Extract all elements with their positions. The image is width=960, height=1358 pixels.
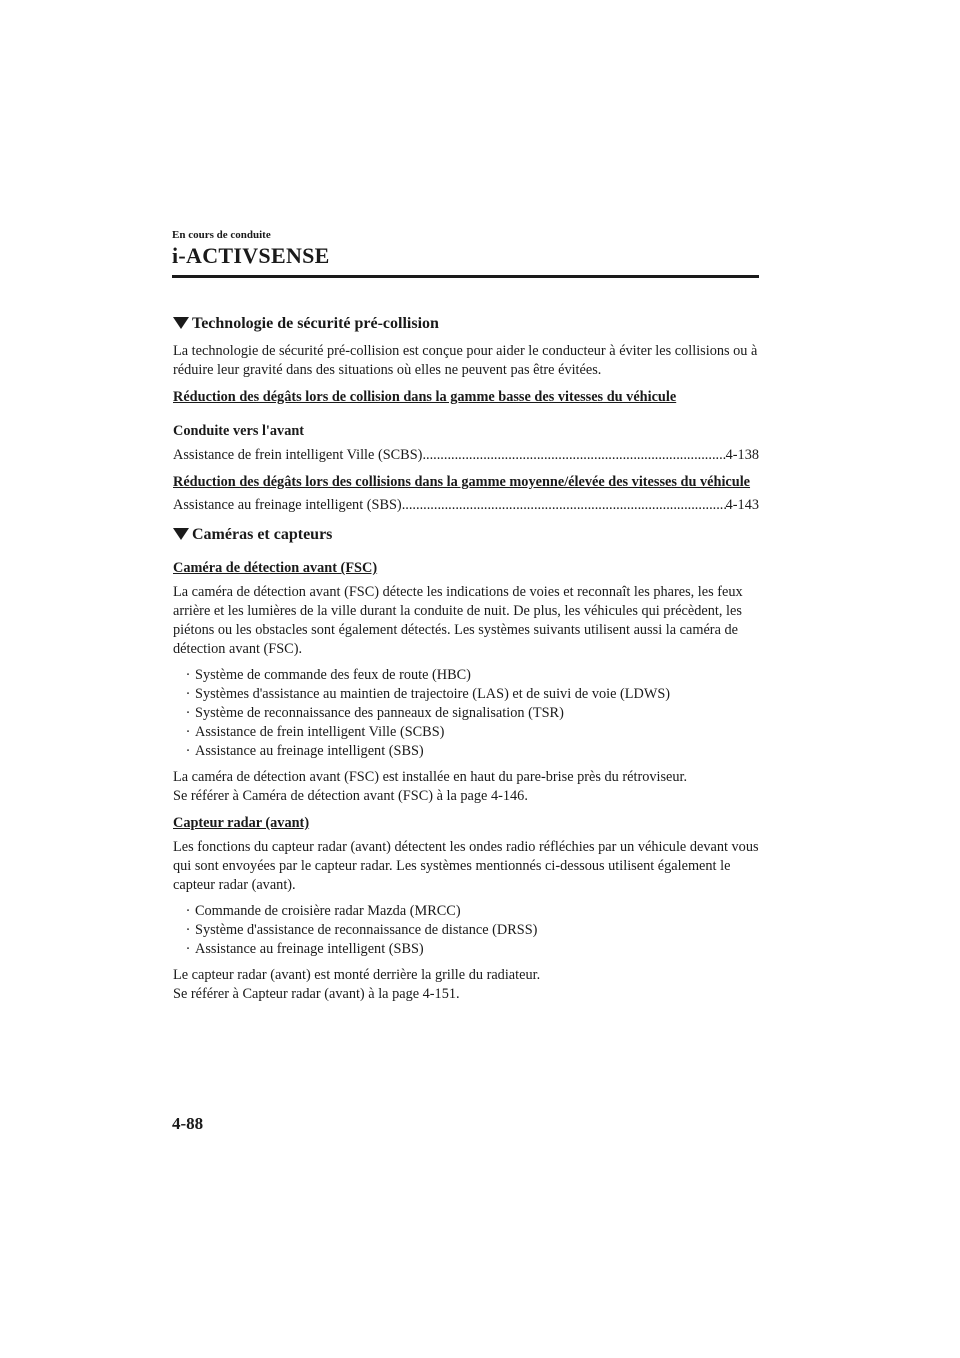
list-item-text: Assistance de frein intelligent Ville (SCBS) [195, 724, 445, 740]
fsc-systems-list [173, 666, 759, 761]
mid-high-speed-subheading: Réduction des dégâts lors des collisions dans la gamme moyenne/élevée des vitesses du véhicule [173, 474, 751, 490]
radar-subheading: Capteur radar (avant) [173, 815, 310, 831]
bullet-icon: · [185, 724, 191, 740]
triangle-down-icon [173, 317, 189, 329]
list-item [181, 742, 759, 761]
list-item [181, 902, 759, 921]
toc-dot-leader [422, 446, 725, 465]
fsc-location-note: La caméra de détection avant (FSC) est installée en haut du pare-brise près du rétroviseur. [173, 769, 688, 785]
list-item-text: Système de reconnaissance des panneaux de signalisation (TSR) [195, 705, 564, 721]
radar-reference: Se référer à Capteur radar (avant) à la page 4-151. [173, 986, 460, 1002]
page-number: 4-88 [172, 1114, 204, 1133]
toc-entry-scbs-page: 4-138 [725, 447, 759, 463]
list-item-text: Système de commande des feux de route (HBC) [195, 667, 471, 683]
bullet-icon: · [185, 941, 191, 957]
list-item [181, 666, 759, 685]
list-item [181, 921, 759, 940]
list-item [181, 704, 759, 723]
bullet-icon: · [185, 705, 191, 721]
list-item-text: Assistance au freinage intelligent (SBS) [195, 743, 424, 759]
list-item [181, 723, 759, 742]
heading-cameras [173, 523, 759, 545]
heading-precollision-text: Technologie de sécurité pré-collision [192, 314, 439, 332]
radar-location-note: Le capteur radar (avant) est monté derrière la grille du radiateur. [173, 967, 541, 983]
section-title: i-ACTIVSENSE [172, 243, 330, 268]
page-content [173, 312, 759, 1004]
bullet-icon: · [185, 743, 191, 759]
fsc-subheading: Caméra de détection avant (FSC) [173, 560, 378, 576]
bullet-icon: · [185, 903, 191, 919]
heading-cameras-text: Caméras et capteurs [192, 525, 333, 543]
chapter-label: En cours de conduite [172, 229, 271, 241]
fsc-reference: Se référer à Caméra de détection avant (FSC) à la page 4-146. [173, 788, 528, 804]
radar-systems-list [173, 902, 759, 959]
toc-entry-scbs[interactable] [173, 446, 759, 465]
radar-paragraph: Les fonctions du capteur radar (avant) détectent les ondes radio réfléchies par un véhicule devant vous qui sont envoyées par le capteur radar. Les systèmes mentionnés ci-dessous utilisent également le capteur radar (avant). [173, 839, 759, 893]
bullet-icon: · [185, 922, 191, 938]
toc-entry-sbs[interactable] [173, 496, 759, 515]
toc-entry-sbs-text: Assistance au freinage intelligent (SBS) [173, 497, 402, 513]
list-item-text: Assistance au freinage intelligent (SBS) [195, 941, 424, 957]
bullet-icon: · [185, 667, 191, 683]
low-speed-subheading: Réduction des dégâts lors de collision dans la gamme basse des vitesses du véhicule [173, 389, 677, 405]
list-item [181, 940, 759, 959]
list-item-text: Systèmes d'assistance au maintien de trajectoire (LAS) et de suivi de voie (LDWS) [195, 686, 671, 702]
fsc-paragraph: La caméra de détection avant (FSC) détecte les indications de voies et reconnaît les phares, les feux arrière et les lumières de la ville durant la conduite de nuit. De plus, les véhicules qui précèdent, les piétons ou les obstacles sont également détectés. Les systèmes suivants utilisent aussi la caméra de détection avant (FSC). [173, 584, 743, 657]
header-divider [172, 275, 759, 278]
toc-entry-sbs-page: 4-143 [725, 497, 759, 513]
precollision-intro: La technologie de sécurité pré-collision est conçue pour aider le conducteur à éviter les collisions ou à réduire leur gravité dans des situations où elles ne peuvent pas être évitées. [173, 343, 758, 378]
toc-dot-leader [402, 496, 726, 515]
forward-driving-heading: Conduite vers l'avant [173, 423, 305, 439]
list-item [181, 685, 759, 704]
bullet-icon: · [185, 686, 191, 702]
toc-entry-scbs-text: Assistance de frein intelligent Ville (SCBS) [173, 447, 423, 463]
list-item-text: Système d'assistance de reconnaissance de distance (DRSS) [195, 922, 538, 938]
list-item-text: Commande de croisière radar Mazda (MRCC) [195, 903, 461, 919]
heading-precollision [173, 312, 759, 334]
triangle-down-icon [173, 528, 189, 540]
